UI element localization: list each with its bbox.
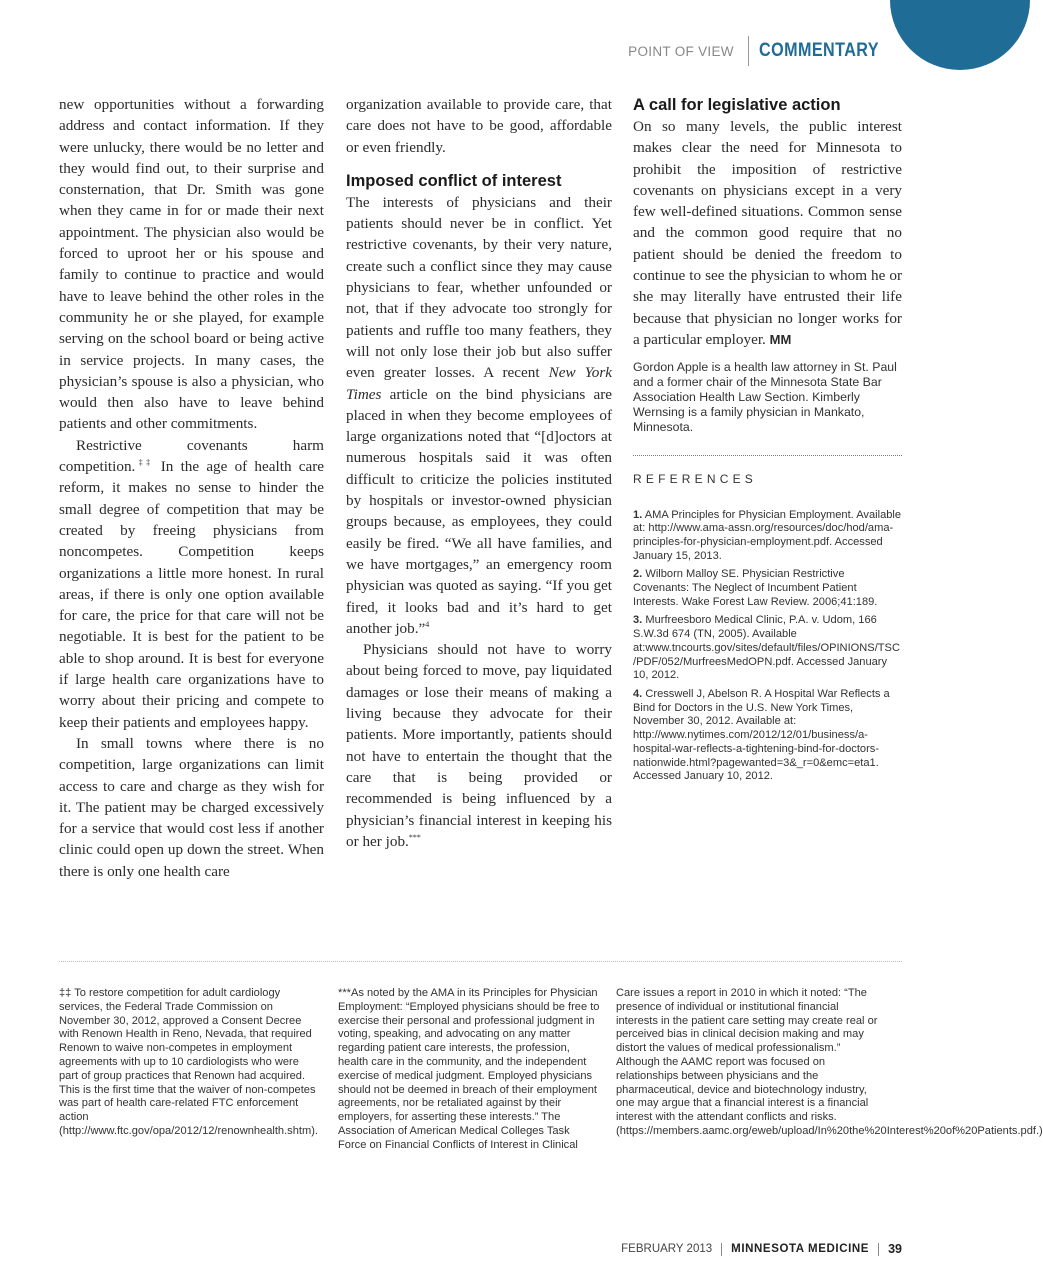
col1-paragraph-3: In small towns where there is no competition, large organizations can limit access to care and charge as they wish for it. The patient may be charged excessively for a service that would cost less if another clinic could open up down the street. When there is only one health care (59, 734, 324, 880)
end-mark: MM (769, 331, 792, 347)
dotted-divider (633, 455, 902, 456)
footer-divider (721, 1243, 722, 1256)
col1-paragraph-1: new opportunities without a forwarding address and contact information. If they were unlucky, there would be no letter and they would find out, to their surprise and consternation, that Dr. Smith was gone when they came in for or made their next appointment. The physician also would be forced to uproot her or his spouse and family to continue to practice and would have to leave behind the other roles in the community he or she played, for example serving on the school board or being active in service projects. In many cases, the physician’s spouse is also a physician, who would then also have to leave behind patients and other commitments. (59, 96, 324, 433)
col3-paragraph-1: On so many levels, the public interest makes clear the need for Minnesota to prohibit the imposition of restrictive covenants on physicians except in a very few well-defined situations. Common sense and the common good require that no patient should be denied the freedom to continue to see the physician to whom he or she may literally have entrusted their life because that physician no longer works for a particular employer. MM (633, 118, 902, 348)
publication-name: MINNESOTA MEDICINE (731, 1243, 870, 1255)
section-heading-legislative: A call for legislative action (633, 96, 841, 114)
col2-paragraph-3: Physicians should not have to worry about being forced to move, pay liquidated damages or lose their means of making a living because they advocate for their patients. More importantly, patients should not have to entertain the thought that the care that is being provided or recommended is being influenced by a physician’s financial interest in keeping his or her job.*** (346, 641, 612, 850)
footnote-marker-double-dagger[interactable]: ‡‡ (135, 457, 154, 467)
column-3 (633, 94, 902, 789)
references-title: REFERENCES (633, 472, 758, 487)
section-heading-conflict: Imposed conflict of interest (346, 171, 562, 190)
footnote-3: Care issues a report in 2010 in which it noted: “The presence of individual or institutional financial interests in the patient care setting may create real or perceived bias in clinical decision making and may distort the values of medical professionalism.” Although the AAMC report was focused on relationships between physicians and the pharmaceutical, device and biotechnology industry, one may argue that a financial interest is a financial interest with the attendant conflicts and risks. (https://members.aamc.org/eweb/upload/In%20the%20Interest%20of%20Patients.pdf.) (616, 987, 1043, 1137)
footnote-2: ***As noted by the AMA in its Principles for Physician Employment: “Employed physicians should be free to exercise their personal and professional judgment in voting, speaking, and advocating on any matter regarding patient care interests, the profession, health care in the community, and the independent exercise of medical judgment. Employed physicians should not be deemed in breach of their employment agreements, nor be retaliated against by their employers, for asserting these interests.” The Association of American Medical Colleges Task Force on Financial Conflicts of Interest in Clinical (338, 987, 600, 1151)
footnote-divider (59, 961, 902, 962)
footer-divider (878, 1243, 879, 1256)
column-1 (59, 94, 324, 882)
reference-item: 1. AMA Principles for Physician Employment. Available at: http://www.ama-assn.org/resources/doc/hod/ama-principles-for-physician-employment.pdf. Accessed January 15, 2013. (633, 508, 902, 562)
corner-decoration (890, 0, 960, 70)
page-number: 39 (888, 1242, 902, 1256)
col2-paragraph-2: The interests of physicians and their patients should never be in conflict. Yet restrictive covenants, by their very nature, create such a conflict since they may cause physicians to fear, whether unfounded or not, that if they advocate too strongly for patients and ruffle too many feathers, they will not only lose their job but also suffer even greater losses. A recent New York Times article on the bind physicians are placed in when they become employees of large organizations noted that “[d]octors at numerous hospitals said it was often difficult to criticize the policies instituted by hospitals or investor-owned physician groups because, as employees, they could easily be fired. “We all have families, and we have mortgages,” an emergency room physician was quoted as saying. “If you get fired, it looks bad and it’s hard to get another job.”$^4$ (346, 193, 612, 637)
reference-item: 3. Murfreesboro Medical Clinic, P.A. v. Udom, 166 S.W.3d 674 (TN, 2005). Available at:www.tncourts.gov/sites/default/files/OPINIONS/TSC/PDF/052/MurfreesMedOPN.pdf. Accessed January 10, 2012. (633, 614, 900, 682)
page-header (628, 36, 900, 66)
col2-paragraph-1: organization available to provide care, that care does not have to be good, affordable or even friendly. (346, 96, 612, 156)
col1-paragraph-2: Restrictive covenants harm competition.‡‡ In the age of health care reform, it makes no sense to hinder the small degree of competition that may be created by freeing physicians from noncompetes. Competition keeps organizations a little more honest. In rural areas, if there is only one option available for care, the price for that care will not be negotiable. It is best for the patient to be able to shop around. It is best for everyone if large health care organizations have to worry about their pricing and compete to keep their patients and employees happy. (59, 436, 325, 731)
reference-item: 4. Cresswell J, Abelson R. A Hospital War Reflects a Bind for Doctors in the U.S. New York Times, November 30, 2012. Available at: http://www.nytimes.com/2012/12/01/business/a-hospital-war-reflects-a-tightening-bind-for-doctors-nationwide.html?pagewanted=3&_r=0&emc=eta1. Accessed January 10, 2012. (633, 688, 890, 783)
author-bio: Gordon Apple is a health law attorney in St. Paul and a former chair of the Minnesota State Bar Association Health Law Section. Kimberly Wernsing is a family physician in Mankato, Minnesota. (633, 360, 897, 435)
footnote-marker-triple-asterisk[interactable]: *** (408, 832, 421, 842)
footnote-1: ‡‡ To restore competition for adult cardiology services, the Federal Trade Commission on November 30, 2012, approved a Consent Decree with Renown Health in Reno, Nevada, that required Renown to waive non-competes in employment agreements with up to 10 cardiologists who were part of group practices that Renown had acquired. This is the first time that the waiver of non-competes was part of health care-related FTC enforcement action (http://www.ftc.gov/opa/2012/12/renownhealth.shtm). (59, 987, 318, 1137)
references-list (633, 509, 902, 784)
issue-date: FEBRUARY 2013 (621, 1243, 713, 1255)
publication-title: New York Times (346, 364, 612, 403)
reference-marker-4[interactable]: 4 (425, 619, 430, 629)
reference-item: 2. Wilborn Malloy SE. Physician Restrictive Covenants: The Neglect of Incumbent Patient Interests. Wake Forest Law Review. 2006;41:189. (633, 568, 878, 608)
column-2 (346, 94, 612, 852)
page-footer (621, 1242, 902, 1256)
header-divider (748, 36, 749, 66)
section-label: POINT OF VIEW (628, 43, 734, 59)
category-label: COMMENTARY (758, 40, 879, 61)
